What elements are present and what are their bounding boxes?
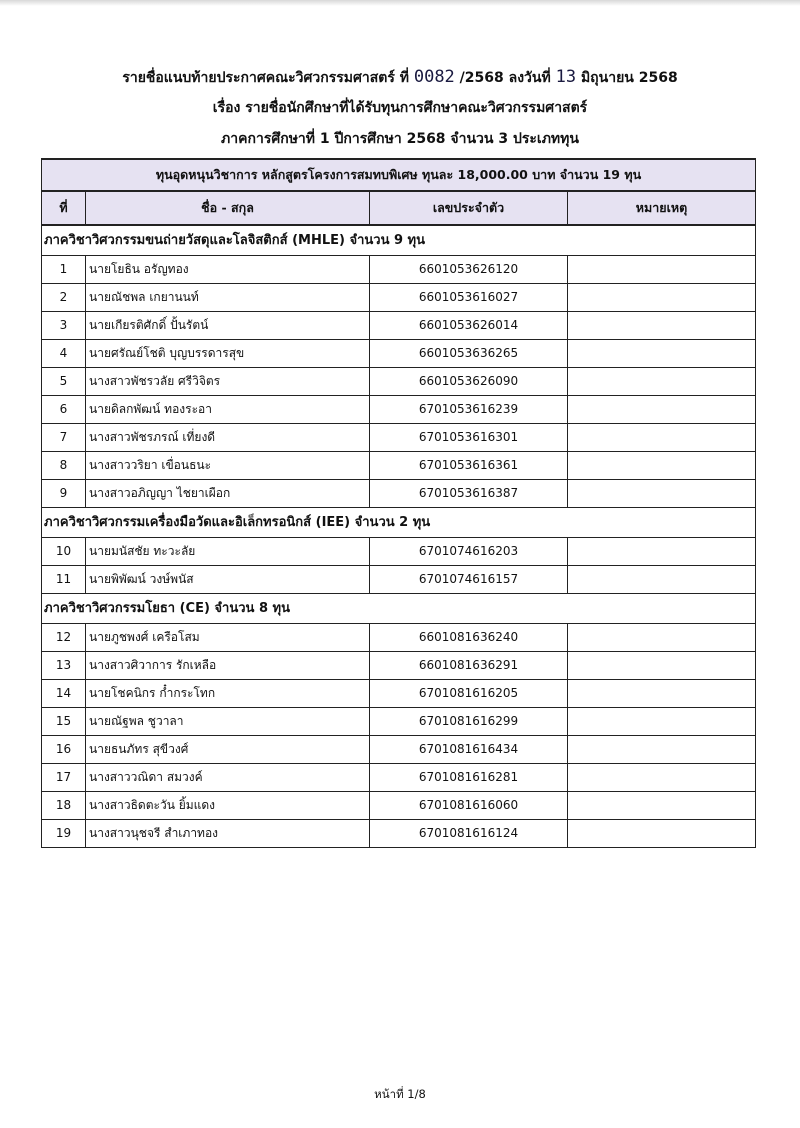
section-title: ภาควิชาวิศวกรรมเครื่องมือวัดและอิเล็กทรอนิกส์ (IEE) จำนวน 2 ทุน (42, 508, 756, 538)
student-name: นายเกียรติศักดิ์ ปั้นรัตน์ (86, 312, 370, 340)
table-row (42, 624, 756, 652)
row-number: 1 (42, 256, 86, 284)
student-name: นางสาวศิวาการ รักเหลือ (86, 652, 370, 680)
column-header-row (42, 191, 756, 225)
student-id: 6601081636240 (370, 624, 568, 652)
table-row (42, 538, 756, 566)
table-row (42, 480, 756, 508)
table-row (42, 652, 756, 680)
handwritten-doc-number: 0082 (413, 67, 455, 87)
student-name: นางสาวนุชจรี สำเภาทอง (86, 820, 370, 848)
row-number: 11 (42, 566, 86, 594)
row-number: 18 (42, 792, 86, 820)
row-note (568, 764, 756, 792)
student-name: นางสาววริยา เขื่อนธนะ (86, 452, 370, 480)
table-row (42, 256, 756, 284)
section-row (42, 225, 756, 256)
column-header-no: ที่ (42, 191, 86, 225)
table-banner: ทุนอุดหนุนวิชาการ หลักสูตรโครงการสมทบพิเศษ ทุนละ 18,000.00 บาท จำนวน 19 ทุน (42, 159, 756, 191)
table-banner-row (42, 159, 756, 191)
table-row (42, 680, 756, 708)
student-name: นายธนภัทร สุขีวงศ์ (86, 736, 370, 764)
handwritten-day: 13 (555, 67, 577, 87)
student-name: นางสาววณิดา สมวงค์ (86, 764, 370, 792)
row-note (568, 424, 756, 452)
student-name: นายพิพัฒน์ วงษ์พนัส (86, 566, 370, 594)
table-row (42, 820, 756, 848)
document-header (0, 62, 800, 155)
student-id: 6701081616124 (370, 820, 568, 848)
row-note (568, 452, 756, 480)
row-note (568, 792, 756, 820)
student-id: 6701074616203 (370, 538, 568, 566)
column-header-note: หมายเหตุ (568, 191, 756, 225)
table-row (42, 566, 756, 594)
student-id: 6601053616027 (370, 284, 568, 312)
student-name: นายณัฐพล ชูวาลา (86, 708, 370, 736)
header-prefix: รายชื่อแนบท้ายประกาศคณะวิศวกรรมศาสตร์ ที่ (122, 70, 409, 86)
row-number: 17 (42, 764, 86, 792)
row-note (568, 368, 756, 396)
student-name: นายภูชพงศ์ เครือโสม (86, 624, 370, 652)
student-id: 6601053626120 (370, 256, 568, 284)
student-name: นางสาวอภิญญา ไชยาเผือก (86, 480, 370, 508)
header-line-3: ภาคการศึกษาที่ 1 ปีการศึกษา 2568 จำนวน 3 ประเภททุน (221, 131, 579, 147)
student-id: 6701081616281 (370, 764, 568, 792)
header-month-year: มิถุนายน 2568 (580, 70, 678, 86)
row-note (568, 480, 756, 508)
row-note (568, 312, 756, 340)
row-note (568, 624, 756, 652)
student-id: 6601053636265 (370, 340, 568, 368)
section-row (42, 594, 756, 624)
student-id: 6601081636291 (370, 652, 568, 680)
scholarship-table (41, 158, 756, 848)
student-name: นายโยธิน อรัญทอง (86, 256, 370, 284)
student-name: นายโชคนิกร ก๋ำกระโทก (86, 680, 370, 708)
header-line-2: เรื่อง รายชื่อนักศึกษาที่ได้รับทุนการศึกษาคณะวิศวกรรมศาสตร์ (212, 100, 588, 116)
student-name: นายศรัณย์โชติ บุญบรรดารสุข (86, 340, 370, 368)
row-number: 16 (42, 736, 86, 764)
row-note (568, 340, 756, 368)
student-id: 6601053626090 (370, 368, 568, 396)
student-name: นายดิลกพัฒน์ ทองระอา (86, 396, 370, 424)
table-row (42, 424, 756, 452)
row-number: 2 (42, 284, 86, 312)
header-year-part: /2568 ลงวันที่ (459, 70, 551, 86)
row-note (568, 256, 756, 284)
table-row (42, 340, 756, 368)
student-id: 6701053616239 (370, 396, 568, 424)
student-name: นางสาวพัชรวลัย ศรีวิจิตร (86, 368, 370, 396)
page-number: หน้าที่ 1/8 (374, 1087, 426, 1101)
table-row (42, 708, 756, 736)
row-number: 12 (42, 624, 86, 652)
row-note (568, 284, 756, 312)
row-number: 10 (42, 538, 86, 566)
student-id: 6701053616387 (370, 480, 568, 508)
student-id: 6701053616361 (370, 452, 568, 480)
student-id: 6701081616060 (370, 792, 568, 820)
row-note (568, 396, 756, 424)
row-note (568, 680, 756, 708)
table-row (42, 764, 756, 792)
student-id: 6701081616299 (370, 708, 568, 736)
section-title: ภาควิชาวิศวกรรมขนถ่ายวัสดุและโลจิสติกส์ (MHLE) จำนวน 9 ทุน (42, 225, 756, 256)
row-note (568, 820, 756, 848)
row-number: 5 (42, 368, 86, 396)
table-row (42, 396, 756, 424)
row-number: 19 (42, 820, 86, 848)
student-id: 6701081616205 (370, 680, 568, 708)
table-row (42, 792, 756, 820)
table-row (42, 312, 756, 340)
student-id: 6601053626014 (370, 312, 568, 340)
student-id: 6701053616301 (370, 424, 568, 452)
row-number: 8 (42, 452, 86, 480)
row-note (568, 708, 756, 736)
page-top-edge (0, 0, 800, 6)
row-number: 9 (42, 480, 86, 508)
row-note (568, 538, 756, 566)
student-name: นายมนัสชัย ทะวะลัย (86, 538, 370, 566)
student-name: นายณัชพล เกยานนท์ (86, 284, 370, 312)
section-title: ภาควิชาวิศวกรรมโยธา (CE) จำนวน 8 ทุน (42, 594, 756, 624)
student-id: 6701081616434 (370, 736, 568, 764)
student-name: นางสาวธิดตะวัน ยิ้มแดง (86, 792, 370, 820)
row-number: 15 (42, 708, 86, 736)
row-note (568, 652, 756, 680)
column-header-name: ชื่อ - สกุล (86, 191, 370, 225)
row-note (568, 736, 756, 764)
table-row (42, 368, 756, 396)
student-id: 6701074616157 (370, 566, 568, 594)
section-row (42, 508, 756, 538)
table-row (42, 284, 756, 312)
row-number: 14 (42, 680, 86, 708)
row-number: 7 (42, 424, 86, 452)
row-number: 4 (42, 340, 86, 368)
table-row (42, 736, 756, 764)
row-number: 13 (42, 652, 86, 680)
table-row (42, 452, 756, 480)
row-number: 6 (42, 396, 86, 424)
row-note (568, 566, 756, 594)
student-name: นางสาวพัชรภรณ์ เที่ยงดี (86, 424, 370, 452)
header-line-1 (0, 62, 800, 93)
row-number: 3 (42, 312, 86, 340)
column-header-id: เลขประจำตัว (370, 191, 568, 225)
